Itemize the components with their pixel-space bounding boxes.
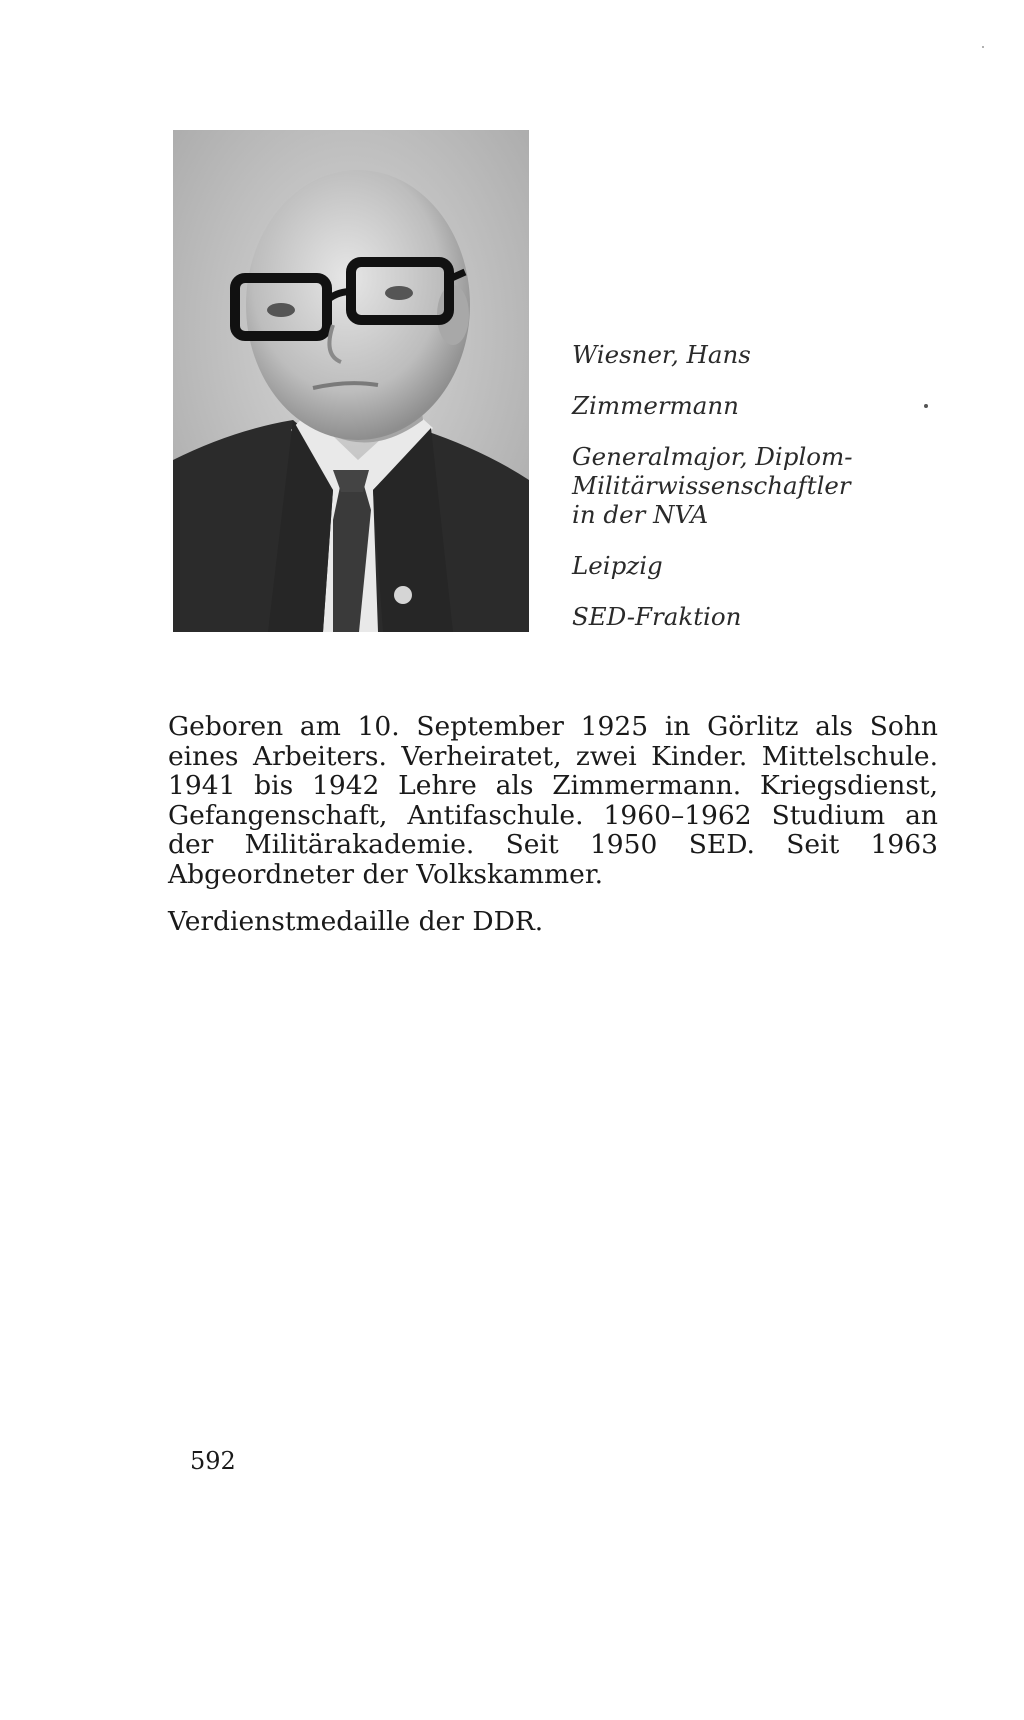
portrait-photo [173,130,529,632]
profession: Zimmermann [572,391,739,420]
portrait-illustration [173,130,529,632]
print-speck [924,404,928,408]
person-name: Wiesner, Hans [572,340,751,369]
city: Leipzig [572,551,663,580]
faction: SED-Fraktion [572,602,742,631]
print-speck [982,46,984,48]
position-line-1: Generalmajor, Diplom- [572,442,853,471]
biography [168,712,938,937]
position-line-2: Militärwissenschaftler [572,471,851,500]
entry-details [572,340,992,631]
position-line-3: in der NVA [572,500,709,529]
award: Verdienstmedaille der DDR. [168,906,544,937]
page-number: 592 [190,1447,236,1475]
biography-text: Geboren am 10. September 1925 in Görlitz als Sohn eines Arbeiters. Verheiratet, zwei Kinder. Mittelschule. 1941 bis 1942 Lehre als Zimmermann. Kriegsdienst, Gefangenschaft, Antifaschule. 1960–1962 Studium an der Militärakademie. Seit 1950 SED. Seit 1963 Abgeordneter der Volkskammer. [168,711,938,890]
